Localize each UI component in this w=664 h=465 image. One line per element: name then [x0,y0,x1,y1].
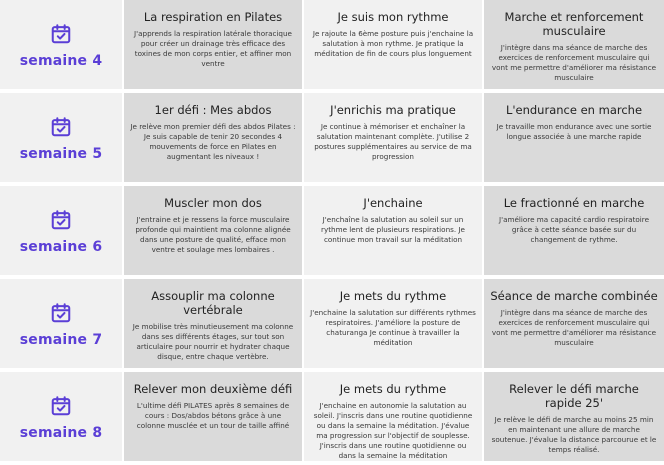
week-cell [0,279,124,368]
session-cell [304,186,484,275]
session-cell [304,279,484,368]
session-title: Je suis mon rythme [337,10,449,24]
session-cell [484,93,664,182]
calendar-check-icon [50,116,72,138]
calendar-check-icon [50,23,72,45]
session-description: J'apprends la respiration latérale thoracique pour créer un drainage très efficace des toxines de mon corps entier, et affiner mon ventre [134,29,292,68]
session-cell [124,279,304,368]
session-title: Je mets du rythme [339,382,447,396]
session-title: L'endurance en marche [505,103,643,117]
session-cell [484,372,664,461]
week-label: semaine 5 [19,145,103,162]
session-title: Séance de marche combinée [490,289,658,303]
week-cell [0,0,124,89]
session-description: Je rajoute la 6ème posture puis j'enchaine la salutation à mon rythme. Je pratique la méditation de fin de cours plus longuement [312,29,474,58]
session-title: Relever mon deuxième défi [133,382,293,396]
week-cell [0,372,124,461]
session-description: J'intègre dans ma séance de marche des exercices de renforcement musculaire qui vont me permettre d'améliorer ma résistance musculaire [491,43,657,82]
session-cell [124,372,304,461]
session-title: Relever le défi marche rapide 25' [509,382,639,410]
week-label: semaine 6 [19,238,103,255]
session-cell [124,93,304,182]
session-description: Je relève mon premier défi des abdos Pilates : Je suis capable de tenir 20 secondes 4 mouvements de force en Pilates en augmentant les niveaux ! [130,122,296,161]
session-cell [124,0,304,89]
session-cell [484,0,664,89]
session-description: Je continue à mémoriser et enchaîner la salutation maintenant complète. J'utilise 2 postures supplémentaires au service de ma progression [314,122,472,161]
session-title: J'enchaine [363,196,423,210]
week-label: semaine 4 [19,52,103,69]
session-title: Marche et renforcement musculaire [504,10,644,38]
session-title: Je mets du rythme [339,289,447,303]
session-description: L'ultime défi PILATES après 8 semaines de cours : Dos/abdos bétons grâce à une colonne musclée et un tour de taille affiné [136,401,290,430]
session-title: Assouplir ma colonne vertébrale [151,289,275,317]
week-label: semaine 7 [19,331,103,348]
calendar-check-icon [50,395,72,417]
session-title: J'enrichis ma pratique [330,103,456,117]
session-description: Je travaille mon endurance avec une sortie longue associée à une marche rapide [496,122,652,141]
week-cell [0,93,124,182]
session-title: 1er défi : Mes abdos [154,103,272,117]
week-label: semaine 8 [19,424,103,441]
session-description: J'améliore ma capacité cardio respiratoire grâce à cette séance basée sur du changement de rythme. [498,215,650,244]
session-cell [124,186,304,275]
session-title: Muscler mon dos [164,196,262,210]
session-title: Le fractionné en marche [503,196,645,210]
session-title: La respiration en Pilates [143,10,283,24]
session-cell [304,372,484,461]
calendar-check-icon [50,302,72,324]
session-description: J'enchaine la salutation sur différents rythmes respiratoires. J'améliore la posture de chaturanga Je continue à travailler la méditation [310,308,476,347]
session-description: J'enchaine en autonomie la salutation au soleil. J'inscris dans une routine quotidienne ou dans la semaine la méditation. J'évalue ma progression sur l'objectif de souplesse. J'inscris dans une routine quotidienne ou dans la semaine la méditation [313,401,473,460]
session-cell [484,186,664,275]
week-cell [0,186,124,275]
session-description: Je relève le défi de marche au moins 25 min en maintenant une allure de marche soutenue. J'évalue la distance parcourue et le temps réalisé. [491,415,657,454]
session-description: J'entraine et je ressens la force musculaire profonde qui maintient ma colonne alignée dans une posture de qualité, efface mon ventre et soulage mes lombaires . [135,215,291,254]
session-cell [304,93,484,182]
session-description: J'enchaîne la salutation au soleil sur un rythme lent de plusieurs respirations. Je continue mon travail sur la méditation [321,215,465,244]
session-cell [304,0,484,89]
session-description: Je mobilise très minutieusement ma colonne dans ses différents étages, sur tout son articulaire pour nourrir et hydrater chaque disque, entre chaque vertèbre. [132,322,294,361]
calendar-check-icon [50,209,72,231]
session-cell [484,279,664,368]
session-description: J'intègre dans ma séance de marche des exercices de renforcement musculaire qui vont me permettre d'améliorer ma résistance musculaire [491,308,657,347]
